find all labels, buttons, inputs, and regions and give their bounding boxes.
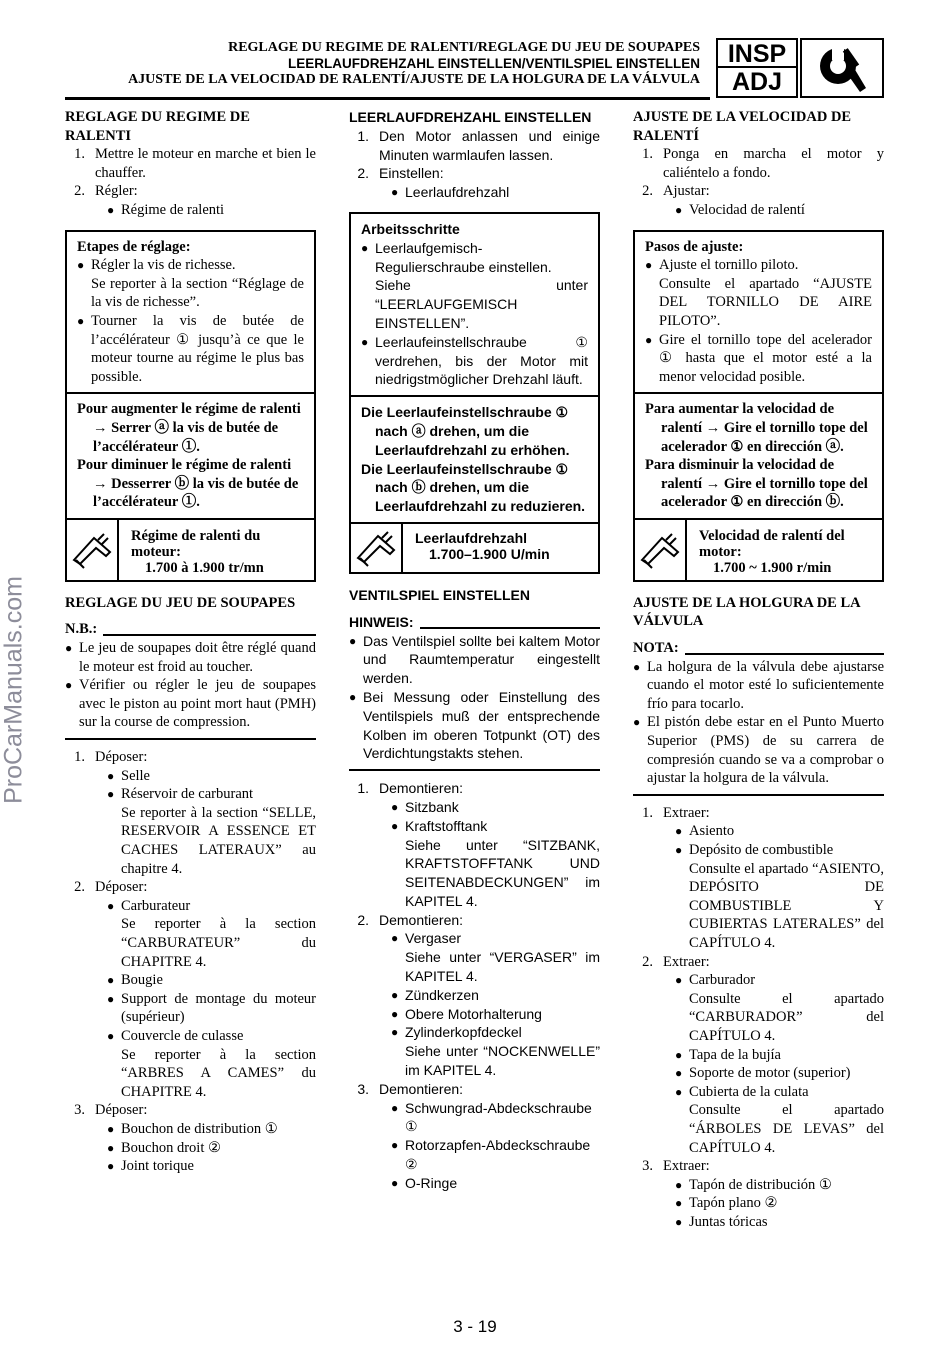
spec-row [351,522,598,572]
column-german [349,108,600,1193]
bullet-item: ● Carburador [675,972,756,989]
note-item: ● Vérifier ou régler le jeu de soupapes avec le piston au point mort haut (PMH) sur la course de compression. [65,677,316,731]
list-item: 2. Régler: [74,183,138,200]
reference-text: Siehe unter “NOCKENWELLE” im KAPITEL 4. [405,1043,600,1079]
header-rule [65,97,710,100]
procedure-heading: Arbeitsschritte [361,220,460,237]
bullet-item: ● O-Ringe [391,1174,458,1191]
reference-text: Se reporter à la section “SELLE, RESERVOIR A ESSENCE ET CACHES LATERAUX” au chapitre 4. [121,804,316,877]
header-line-es: AJUSTE DE LA VELOCIDAD DE RALENTÍ/AJUSTE DE LA HOLGURA DE LA VÁLVULA [128,72,700,87]
decrease-instruction: Die Leerlaufeinstellschraube ① nach ⓑ drehen, um die Leerlaufdrehzahl zu reduzieren. [361,460,586,515]
reference-text: Se reporter à la section “ARBRES A CAMES” du CHAPITRE 4. [121,1046,316,1100]
bullet-item: ● Tapón plano ② [675,1195,778,1212]
bullet-item: ● Leerlaufeinstellschraube ① verdrehen, bis der Motor mit niedrigstmöglicher Drehzahl läuft. [361,333,588,388]
watermark: ProCarManuals.com [0,576,28,804]
note-item: ● Le jeu de soupapes doit être réglé quand le moteur est froid au toucher. [65,640,316,675]
page-header [60,40,700,88]
list-item: 3. Demontieren: [357,1080,464,1097]
list-item: 1. Déposer: [74,749,148,766]
column-spanish [633,108,884,1231]
spec-label: Velocidad de ralentí del motor: [699,527,845,560]
section-title-idle: REGLAGE DU REGIME DE RALENTI [65,109,250,144]
wrench-screwdriver-icon [800,38,884,98]
divider [633,794,884,796]
bullet-item: ● Juntas tóricas [675,1213,768,1230]
procedure-box [349,212,600,574]
section-badge [716,38,798,98]
bullet-item: ● Ajuste el tornillo piloto. Consulte el apartado “AJUSTE DEL TORNILLO DE AIRE PILOTO”. [645,257,872,329]
increase-instruction: Pour augmenter le régime de ralenti → Serrer ⓐ la vis de butée de l’accélérateur ①. [77,401,301,455]
bullet-item: ● Obere Motorhalterung [391,1005,542,1022]
bullet-item: ● Bouchon droit ② [107,1139,221,1156]
procedure-box [65,230,316,582]
divider [65,738,316,740]
bullet-item: ● Sitzbank [391,798,459,815]
header-line-fr: REGLAGE DU REGIME DE RALENTI/REGLAGE DU JEU DE SOUPAPES [228,40,700,55]
bullet-item: ● Asiento [675,823,735,840]
section-title-valves: VENTILSPIEL EINSTELLEN [349,586,530,603]
bullet-item: ● Rotorzapfen-Abdeckschraube ② [391,1137,591,1173]
bullet-item: ● Vergaser [391,930,462,947]
caliper-icon [67,520,119,580]
list-item: 2. Déposer: [74,879,148,896]
note-item: ● Das Ventilspiel sollte bei kaltem Motor und Raumtemperatur eingestellt werden. [349,632,600,687]
bullet-item: ● Joint torique [107,1158,194,1175]
bullet-item: ● Zylinderkopfdeckel [391,1024,522,1041]
bullet-item: ● Gire el tornillo tope del acelerador ① hasta que el motor esté a la menor velocidad posible. [645,331,872,385]
list-item: 1. Extraer: [642,804,710,821]
list-item: 2. Einstellen: [357,165,444,182]
increase-instruction: Para aumentar la velocidad de ralentí → Gire el tornillo tope del acelerador ① en dirección ⓐ. [645,401,868,455]
spec-label: Régime de ralenti du moteur: [131,527,261,560]
list-item: 1. Ponga en marcha el motor y caliéntelo a fondo. [642,146,884,181]
bullet-item: ● Soporte de motor (superior) [675,1065,851,1082]
bullet-item: ● Kraftstofftank [391,817,488,834]
note-heading: N.B.: [65,620,316,639]
bullet-item: ● Leerlaufdrehzahl [391,184,510,201]
decrease-instruction: Para disminuir la velocidad de ralentí → Gire el tornillo tope del acelerador ① en dirección ⓑ. [645,457,868,511]
decrease-instruction: Pour diminuer le régime de ralenti → Desserrer ⓑ la vis de butée de l’accélérateur ①. [77,457,299,511]
page-number: 3 - 19 [453,1317,497,1336]
list-item: 1. Mettre le moteur en marche et bien le chauffer. [74,146,316,181]
procedure-heading: Etapes de réglage: [77,238,191,255]
bullet-item: ● Régler la vis de richesse. Se reporter à la section “Réglage de la vis de richesse”. [77,257,304,311]
procedure-heading: Pasos de ajuste: [645,238,744,255]
spec-value: 1.700–1.900 U/min [429,545,550,562]
badge-insp: INSP [718,40,796,68]
reference-text: Consulte el apartado “ASIENTO, DEPÓSITO DE COMBUSTIBLE Y CUBIERTAS LATERALES” del CAPÍTULO 4. [689,860,884,951]
section-title-valves: REGLAGE DU JEU DE SOUPAPES [65,594,296,611]
bullet-item: ● Carburateur [107,897,191,914]
bullet-item: ● Tourner la vis de butée de l’accélérateur ① jusqu’à ce que le moteur tourne au régime le plus bas possible. [77,312,304,385]
spec-row [67,518,314,580]
section-title-idle: AJUSTE DE LA VELOCIDAD DE RALENTÍ [633,109,852,144]
section-title-idle: LEERLAUFDREHZAHL EINSTELLEN [349,109,592,125]
bullet-item: ● Bougie [107,972,163,989]
list-item: 2. Ajustar: [642,183,710,200]
section-title-valves: AJUSTE DE LA HOLGURA DE LA VÁLVULA [633,594,860,630]
badge-adj: ADJ [731,68,782,96]
bullet-item: ● Régime de ralenti [107,201,225,218]
spec-row [635,518,882,580]
increase-instruction: Die Leerlaufeinstellschraube ① nach ⓐ drehen, um die Leerlaufdrehzahl zu erhöhen. [361,404,570,458]
bullet-item: ● Tapa de la bujía [675,1046,781,1063]
bullet-item: ● Velocidad de ralentí [675,201,805,218]
bullet-item: ● Leerlaufgemisch-Regulierschraube einstellen. Siehe unter “LEERLAUFGEMISCH EINSTELLEN”. [361,239,588,331]
note-item: ● El pistón debe estar en el Punto Muerto Superior (PMS) de su carrera de compresión cuando se va a comprobar o ajustar la holgura de la válvula. [633,714,884,787]
list-item: 2. Demontieren: [357,911,464,928]
reference-text: Consulte el apartado “CARBURADOR” del CAPÍTULO 4. [689,990,884,1044]
list-item: 1. Den Motor anlassen und einige Minuten warmlaufen lassen. [357,127,600,163]
spec-value: 1.700 à 1.900 tr/mn [145,559,264,576]
list-item: 3. Extraer: [642,1158,710,1175]
note-item: ● Bei Messung oder Einstellung des Ventilspiels muß der entsprechende Kolben im oberen Totpunkt (OT) des Verdichtungstakts stehen. [349,688,600,762]
note-heading: HINWEIS: [349,613,600,632]
list-item: 1. Demontieren: [357,780,464,797]
reference-text: Siehe unter “SITZBANK, KRAFTSTOFFTANK UND SEITENABDECKUNGEN” im KAPITEL 4. [405,836,600,909]
note-heading: NOTA: [633,639,884,658]
bullet-item: ● Schwungrad-Abdeckschraube ① [391,1099,592,1135]
procedure-box [633,230,884,582]
reference-text: Siehe unter “VERGASER” im KAPITEL 4. [405,949,600,985]
note-item: ● La holgura de la válvula debe ajustarse cuando el motor esté lo suficientemente frío para tocarlo. [633,658,884,712]
bullet-item: ● Réservoir de carburant [107,786,254,803]
bullet-item: ● Couvercle de culasse [107,1027,244,1044]
list-item: 3. Déposer: [74,1102,148,1119]
bullet-item: ● Depósito de combustible [675,842,834,858]
bullet-item: ● Support de montage du moteur (supérieur) [107,990,316,1026]
bullet-item: ● Selle [107,767,150,784]
bullet-item: ● Tapón de distribución ① [675,1176,832,1193]
reference-text: Se reporter à la section “CARBURATEUR” du CHAPITRE 4. [121,916,316,970]
divider [349,769,600,771]
bullet-item: ● Cubierta de la culata [675,1083,809,1100]
caliper-icon [635,520,687,580]
caliper-icon [351,524,403,572]
header-line-de: LEERLAUFDREHZAHL EINSTELLEN/VENTILSPIEL EINSTELLEN [287,56,700,71]
column-french [65,108,316,1176]
reference-text: Consulte el apartado “ÁRBOLES DE LEVAS” del CAPÍTULO 4. [689,1102,884,1156]
bullet-item: ● Bouchon de distribution ① [107,1120,278,1137]
spec-label: Leerlaufdrehzahl [415,529,528,546]
bullet-item: ● Zündkerzen [391,986,479,1003]
list-item: 2. Extraer: [642,953,710,970]
spec-value: 1.700 ~ 1.900 r/min [713,559,832,576]
